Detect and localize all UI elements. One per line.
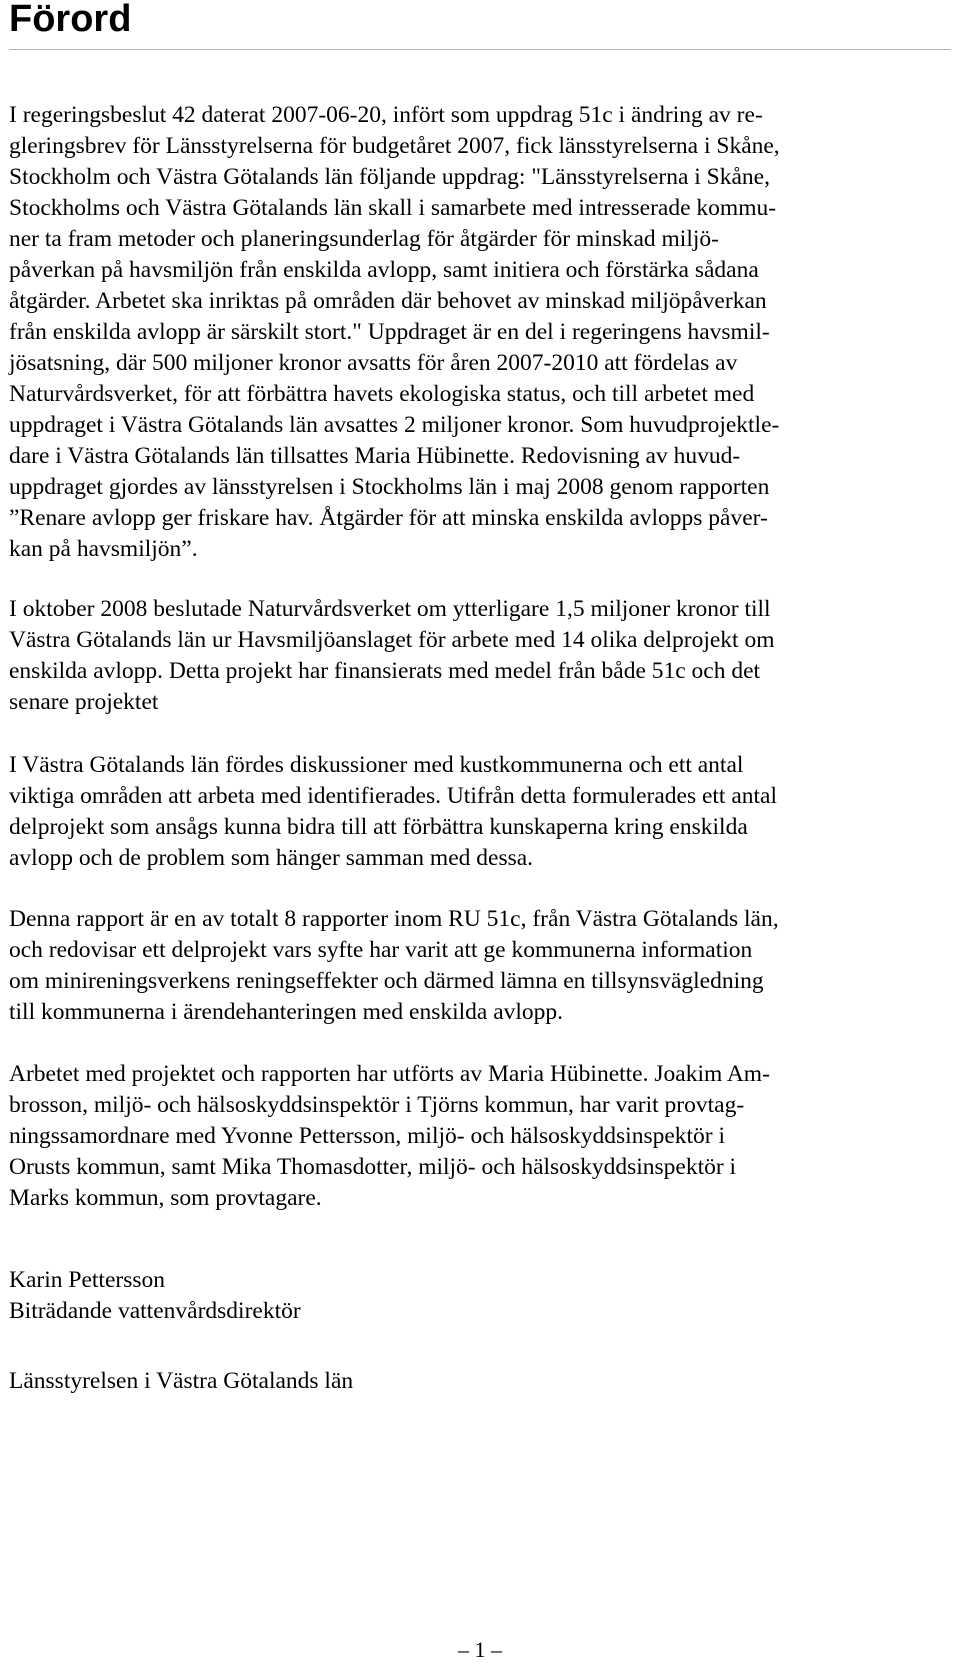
text-line: brosson, miljö- och hälsoskyddsinspektör i Tjörns kommun, har varit provtag- (9, 1092, 745, 1118)
title-divider (9, 49, 951, 50)
signatory-name: Karin Pettersson (9, 1267, 165, 1293)
text-line: Arbetet med projektet och rapporten har utförts av Maria Hübinette. Joakim Am- (9, 1061, 770, 1087)
text-line: Marks kommun, som provtagare. (9, 1185, 322, 1211)
text-line: delprojekt som ansågs kunna bidra till att förbättra kunskaperna kring enskilda (9, 814, 748, 840)
paragraph-discussions (9, 750, 777, 874)
text-line: I oktober 2008 beslutade Naturvårdsverket om ytterligare 1,5 miljoner kronor till (9, 596, 771, 622)
text-line: uppdraget gjordes av länsstyrelsen i Stockholms län i maj 2008 genom rapporten (9, 474, 770, 500)
text-line: senare projektet (9, 689, 159, 715)
text-line: åtgärder. Arbetet ska inriktas på områden där behovet av minskad miljöpåverkan (9, 288, 767, 314)
text-line: I regeringsbeslut 42 daterat 2007-06-20, infört som uppdrag 51c i ändring av re- (9, 102, 763, 128)
text-line: och redovisar ett delprojekt vars syfte har varit att ge kommunerna information (9, 937, 753, 963)
text-line: jösatsning, där 500 miljoner kronor avsatts för åren 2007-2010 att fördelas av (9, 350, 738, 376)
text-line: dare i Västra Götalands län tillsattes Maria Hübinette. Redovisning av huvud- (9, 443, 741, 469)
text-line: kan på havsmiljön”. (9, 536, 198, 562)
text-line: ningssamordnare med Yvonne Pettersson, miljö- och hälsoskyddsinspektör i (9, 1123, 726, 1149)
text-line: ”Renare avlopp ger friskare hav. Åtgärder för att minska enskilda avlopps påver- (9, 505, 768, 531)
paragraph-report-purpose (9, 904, 779, 1028)
signatory-organization: Länsstyrelsen i Västra Götalands län (9, 1368, 354, 1394)
text-line: viktiga områden att arbeta med identifierades. Utifrån detta formulerades ett antal (9, 783, 777, 809)
text-line: till kommunerna i ärendehanteringen med enskilda avlopp. (9, 999, 564, 1025)
text-line: avlopp och de problem som hänger samman med dessa. (9, 845, 534, 871)
paragraph-authors (9, 1059, 770, 1214)
text-line: Västra Götalands län ur Havsmiljöanslaget för arbete med 14 olika delprojekt om (9, 627, 775, 653)
text-line: Orusts kommun, samt Mika Thomasdotter, miljö- och hälsoskyddsinspektör i (9, 1154, 737, 1180)
text-line: ner ta fram metoder och planeringsunderlag för åtgärder för minskad miljö- (9, 226, 719, 252)
page-title: Förord (9, 0, 132, 40)
text-line: Naturvårdsverket, för att förbättra havets ekologiska status, och till arbetet med (9, 381, 755, 407)
text-line: påverkan på havsmiljön från enskilda avlopp, samt initiera och förstärka sådana (9, 257, 759, 283)
text-line: Stockholm och Västra Götalands län följande uppdrag: "Länsstyrelserna i Skåne, (9, 164, 770, 190)
signatory-title: Biträdande vattenvårdsdirektör (9, 1298, 301, 1324)
paragraph-funding (9, 594, 774, 718)
text-line: uppdraget i Västra Götalands län avsattes 2 miljoner kronor. Som huvudprojektle- (9, 412, 780, 438)
page-number: – 1 – (458, 1637, 502, 1662)
text-line: I Västra Götalands län fördes diskussioner med kustkommunerna och ett antal (9, 752, 744, 778)
text-line: från enskilda avlopp är särskilt stort." Uppdraget är en del i regeringens havsmil- (9, 319, 770, 345)
text-line: gleringsbrev för Länsstyrelserna för budgetåret 2007, fick länsstyrelserna i Skåne, (9, 133, 780, 159)
text-line: om minireningsverkens reningseffekter och därmed lämna en tillsynsvägledning (9, 968, 764, 994)
paragraph-assignment (9, 100, 780, 565)
signature-block (9, 1265, 301, 1327)
text-line: Stockholms och Västra Götalands län skall i samarbete med intresserade kommu- (9, 195, 777, 221)
text-line: enskilda avlopp. Detta projekt har finansierats med medel från både 51c och det (9, 658, 761, 684)
text-line: Denna rapport är en av totalt 8 rapporter inom RU 51c, från Västra Götalands län, (9, 906, 779, 932)
